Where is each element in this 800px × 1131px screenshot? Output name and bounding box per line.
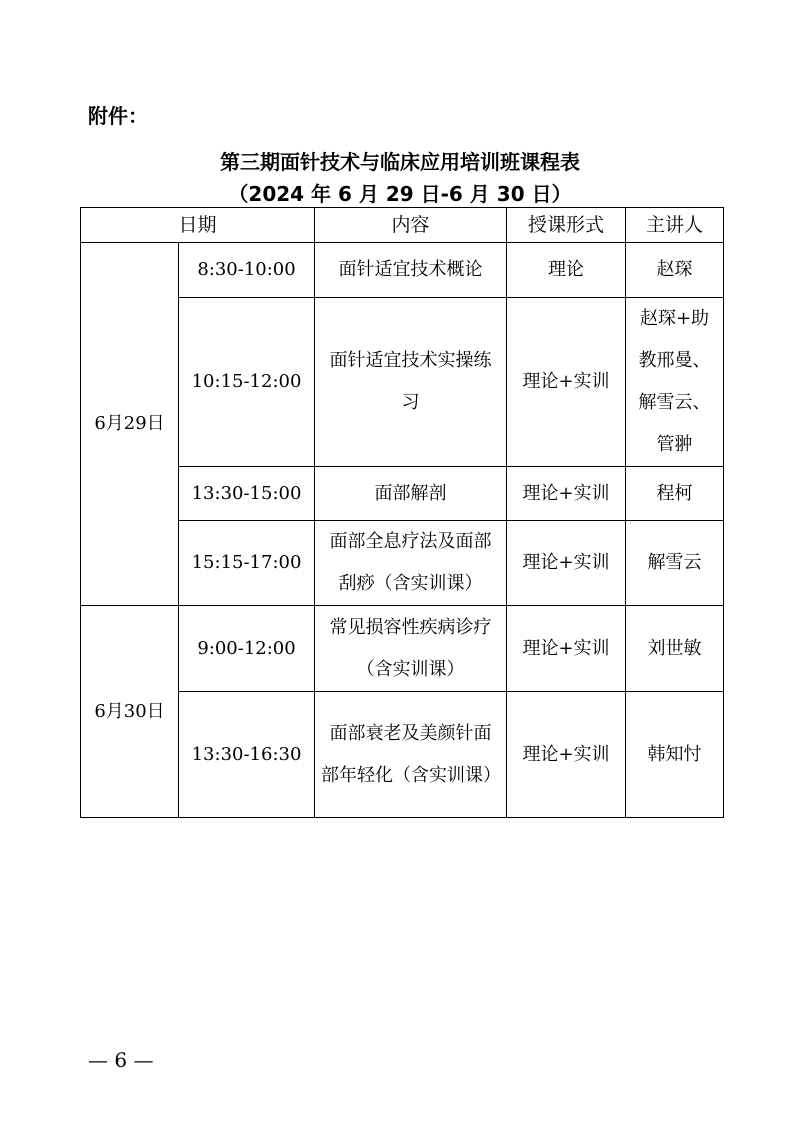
header-lecturer: 主讲人 bbox=[626, 208, 724, 243]
content-cell: 面部全息疗法及面部刮痧（含实训课） bbox=[315, 521, 507, 606]
day-date-cell: 6月29日 bbox=[81, 243, 179, 606]
content-cell: 面针适宜技术概论 bbox=[315, 243, 507, 298]
lecturer-cell: 解雪云 bbox=[626, 521, 724, 606]
lecturer-cell: 韩知忖 bbox=[626, 692, 724, 818]
format-cell: 理论+实训 bbox=[507, 298, 626, 467]
lecturer-cell: 赵琛+助教邢曼、解雪云、管翀 bbox=[626, 298, 724, 467]
time-cell: 10:15-12:00 bbox=[179, 298, 315, 467]
format-cell: 理论+实训 bbox=[507, 521, 626, 606]
lecturer-cell: 刘世敏 bbox=[626, 606, 724, 692]
table-header-row bbox=[81, 208, 724, 243]
lecturer-cell: 程柯 bbox=[626, 467, 724, 521]
attachment-label: 附件： bbox=[88, 104, 148, 128]
header-format: 授课形式 bbox=[507, 208, 626, 243]
content-cell: 面针适宜技术实操练习 bbox=[315, 298, 507, 467]
format-cell: 理论+实训 bbox=[507, 692, 626, 818]
table-row bbox=[81, 606, 724, 692]
page-number: — 6 — bbox=[88, 1048, 154, 1072]
content-cell: 面部解剖 bbox=[315, 467, 507, 521]
format-cell: 理论+实训 bbox=[507, 467, 626, 521]
time-cell: 15:15-17:00 bbox=[179, 521, 315, 606]
day-date-cell: 6月30日 bbox=[81, 606, 179, 818]
content-cell: 常见损容性疾病诊疗（含实训课） bbox=[315, 606, 507, 692]
header-date: 日期 bbox=[81, 208, 315, 243]
document-subtitle: （2024 年 6 月 29 日-6 月 30 日） bbox=[228, 182, 572, 206]
table-row bbox=[81, 243, 724, 298]
lecturer-cell: 赵琛 bbox=[626, 243, 724, 298]
header-content: 内容 bbox=[315, 208, 507, 243]
time-cell: 13:30-16:30 bbox=[179, 692, 315, 818]
time-cell: 9:00-12:00 bbox=[179, 606, 315, 692]
document-title: 第三期面针技术与临床应用培训班课程表 bbox=[220, 150, 580, 174]
schedule-table bbox=[80, 207, 724, 818]
format-cell: 理论 bbox=[507, 243, 626, 298]
content-cell: 面部衰老及美颜针面部年轻化（含实训课） bbox=[315, 692, 507, 818]
time-cell: 13:30-15:00 bbox=[179, 467, 315, 521]
time-cell: 8:30-10:00 bbox=[179, 243, 315, 298]
format-cell: 理论+实训 bbox=[507, 606, 626, 692]
